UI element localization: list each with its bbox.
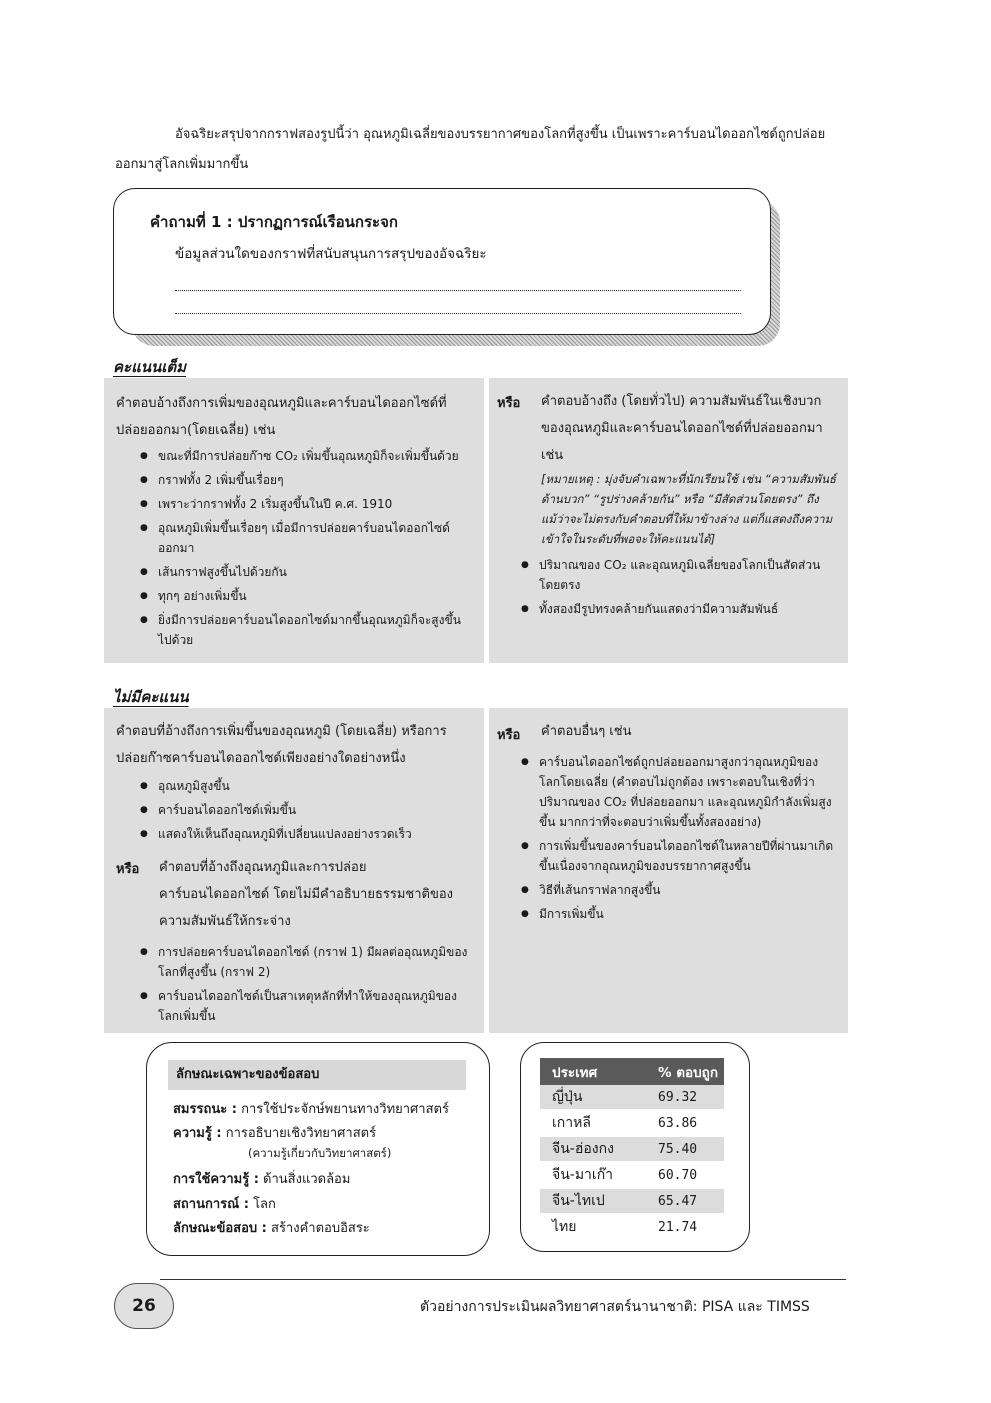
full-credit-right-intro-2: ของอุณหภูมิและคาร์บอนไดออกไซด์ที่ปล่อยออกมา [541,421,823,436]
answer-line-1 [175,290,741,291]
list-item: ● ปริมาณของ CO₂ และอุณหภูมิเฉลี่ยของโลกเป็นสัดส่วนโดยตรง [517,555,836,595]
answer-line-2 [175,313,741,314]
footer-rule [160,1279,846,1280]
list-item: ● มีการเพิ่มขึ้น [517,904,835,924]
no-credit-left-intro-2: ปล่อยก๊าซคาร์บอนไดออกไซด์เพียงอย่างใดอย่างหนึ่ง [116,751,406,766]
no-credit-heading: ไม่มีคะแนน [113,688,189,706]
spec-row-knowledge: ความรู้ : การอธิบายเชิงวิทยาศาสตร์ [173,1126,377,1141]
list-item: ● ทุกๆ อย่างเพิ่มขึ้น [136,586,470,606]
full-credit-note: [หมายเหตุ : มุ่งจับคำเฉพาะที่นักเรียนใช้ เช่น “ความสัมพันธ์ด้านบวก” “รูปร่างคล้ายกัน” หรือ “มีสัดส่วนโดยตรง” ถึงแม้ว่าจะไม่ตรงกับคำตอบที่ให้มาข้างล่าง แต่ก็แสดงถึงความเข้าใจในระดับที่พอจะให้คะแนนได้] [541,472,837,546]
no-credit-or-line-2: คาร์บอนไดออกไซด์ โดยไม่มีคำอธิบายธรรมชาติของ [159,887,454,902]
item-spec-heading: ลักษณะเฉพาะของข้อสอบ [168,1060,466,1090]
no-credit-or-line-3: ความสัมพันธ์ให้กระจ่าง [159,914,291,929]
list-item: ● เพราะว่ากราฟทั้ง 2 เริ่มสูงขึ้นในปี ค.ศ. 1910 [136,494,470,514]
list-item: ● อุณหภูมิเพิ่มขึ้นเรื่อยๆ เมื่อมีการปล่อยคาร์บอนไดออกไซด์ออกมา [136,518,470,558]
no-credit-right-intro: คำตอบอื่นๆ เช่น [541,724,632,739]
table-row: จีน-ไทเป 65.47 [540,1189,724,1215]
spec-row-item-format: ลักษณะข้อสอบ : สร้างคำตอบอิสระ [173,1221,370,1236]
no-credit-left-intro-1: คำตอบที่อ้างถึงการเพิ่มขึ้นของอุณหภูมิ (โดยเฉลี่ย) หรือการ [116,724,447,739]
intro-paragraph: อัจฉริยะสรุปจากกราฟสองรูปนี้ว่า อุณหภูมิเฉลี่ยของบรรยากาศของโลกที่สูงขึ้น เป็นเพราะคาร์บอนไดออกไซด์ถูกปล่อยออกมาสู่โลกเพิ่มมากขึ้น [115,127,826,172]
or-label: หรือ [497,728,521,743]
list-item: ● การเพิ่มขึ้นของคาร์บอนไดออกไซด์ในหลายปีที่ผ่านมาเกิดขึ้นเนื่องจากอุณหภูมิของบรรยากาศสูงขึ้น [517,836,835,876]
list-item: ● ทั้งสองมีรูปทรงคล้ายกันแสดงว่ามีความสัมพันธ์ [517,599,836,619]
list-item: ● กราฟทั้ง 2 เพิ่มขึ้นเรื่อยๆ [136,470,470,490]
full-credit-right-panel [489,378,848,663]
page-number: 26 [114,1283,174,1329]
header-percent-correct: % ตอบถูก [658,1064,719,1081]
list-item: ● วิธีที่เส้นกราฟลากสูงขึ้น [517,880,835,900]
full-credit-left-panel [104,378,484,663]
full-credit-right-intro-1: คำตอบอ้างถึง (โดยทั่วไป) ความสัมพันธ์ในเชิงบวก [541,394,822,409]
question-text: ข้อมูลส่วนใดของกราฟที่สนับสนุนการสรุปของอัจฉริยะ [175,246,487,262]
spec-row-knowledge-sub: (ความรู้เกี่ยวกับวิทยาศาสตร์) [248,1146,392,1160]
table-row: เกาหลี 63.86 [540,1111,724,1137]
or-label: หรือ [116,862,140,877]
spec-row-application: การใช้ความรู้ : ด้านสิ่งแวดล้อม [173,1172,351,1187]
list-item: ● แสดงให้เห็นถึงอุณหภูมิที่เปลี่ยนแปลงอย่างรวดเร็ว [136,824,470,844]
question-title: คำถามที่ 1 : ปรากฏการณ์เรือนกระจก [150,213,398,231]
no-credit-left-panel [104,708,484,1033]
no-credit-right-panel [489,708,848,1033]
list-item: ● การปล่อยคาร์บอนไดออกไซด์ (กราฟ 1) มีผลต่ออุณหภูมิของโลกที่สูงขึ้น (กราฟ 2) [136,942,471,982]
header-country: ประเทศ [552,1064,598,1081]
table-header [540,1058,724,1085]
or-label: หรือ [497,396,521,411]
list-item: ● ยิ่งมีการปล่อยคาร์บอนไดออกไซด์มากขึ้นอุณหภูมิก็จะสูงขึ้นไปด้วย [136,610,470,650]
list-item: ● เส้นกราฟสูงขึ้นไปด้วยกัน [136,562,470,582]
full-credit-left-intro-1: คำตอบอ้างถึงการเพิ่มของอุณหภูมิและคาร์บอนไดออกไซด์ที่ [116,396,447,411]
list-item: ● ขณะที่มีการปล่อยก๊าซ CO₂ เพิ่มขึ้นอุณหภูมิก็จะเพิ่มขึ้นด้วย [136,446,470,466]
score-table [540,1058,724,1241]
list-item: ● คาร์บอนไดออกไซด์ถูกปล่อยออกมาสูงกว่าอุณหภูมิของโลกโดยเฉลี่ย (คำตอบไม่ถูกต้อง เพราะตอบในเชิงที่ว่าปริมาณของ CO₂ ที่ปล่อยออกมา และอุณหภูมิกำลังเพิ่มสูงขึ้น มากกว่าที่จะตอบว่าเพิ่มขึ้นทั้งสองอย่าง) [517,752,835,832]
list-item: ● อุณหภูมิสูงขึ้น [136,776,470,796]
table-row: จีน-ฮ่องกง 75.40 [540,1137,724,1163]
spec-row-competency: สมรรถนะ : การใช้ประจักษ์พยานทางวิทยาศาสตร์ [173,1102,449,1117]
full-credit-left-intro-2: ปล่อยออกมา(โดยเฉลี่ย) เช่น [116,423,276,438]
full-credit-heading: คะแนนเต็ม [113,358,187,376]
spec-row-situation: สถานการณ์ : โลก [173,1197,276,1212]
no-credit-or-line-1: คำตอบที่อ้างถึงอุณหภูมิและการปล่อย [159,860,367,875]
table-row: ญี่ปุ่น 69.32 [540,1085,724,1111]
list-item: ● คาร์บอนไดออกไซด์เป็นสาเหตุหลักที่ทำให้ของอุณหภูมิของโลกเพิ่มขึ้น [136,986,471,1026]
footer-title: ตัวอย่างการประเมินผลวิทยาศาสตร์นานาชาติ: PISA และ TIMSS [420,1299,810,1315]
full-credit-right-intro-3: เช่น [541,448,564,463]
table-row: จีน-มาเก๊า 60.70 [540,1163,724,1189]
list-item: ● คาร์บอนไดออกไซด์เพิ่มขึ้น [136,800,470,820]
table-row: ไทย 21.74 [540,1215,724,1241]
